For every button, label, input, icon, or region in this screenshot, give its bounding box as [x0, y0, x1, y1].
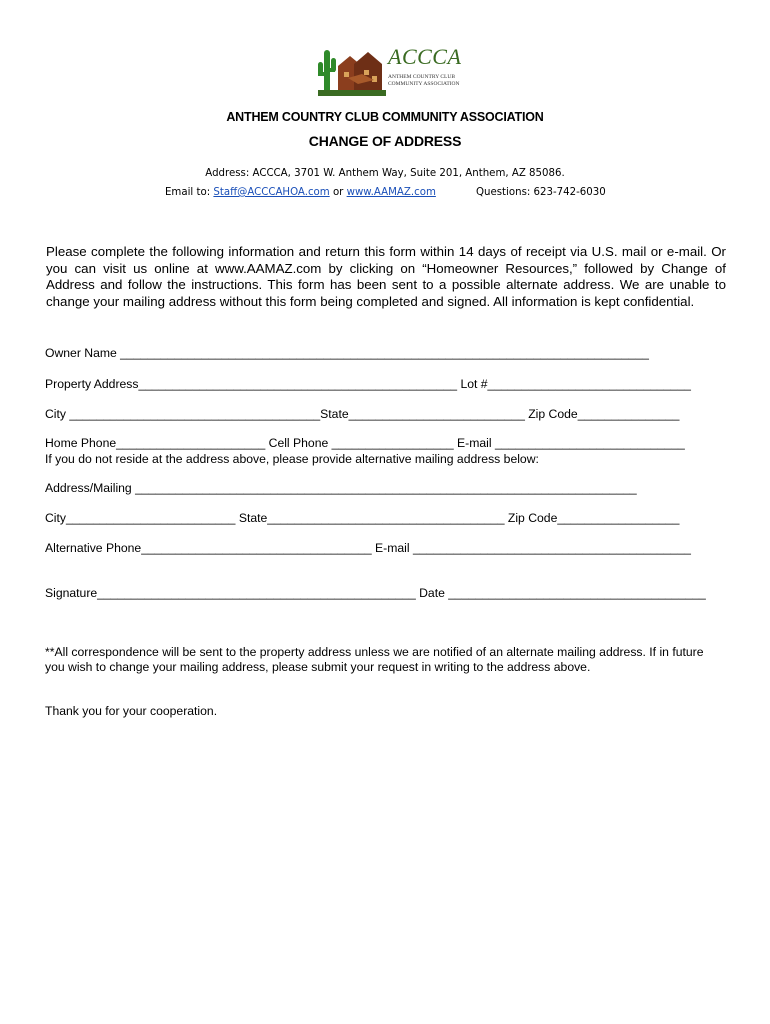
questions-phone: Questions: 623-742-6030	[476, 187, 606, 198]
city-state-zip-field[interactable]: City _____________________________________State__________________________ Zip Code_______________	[45, 407, 680, 421]
logo-subtitle-line-1: ANTHEM COUNTRY CLUB	[388, 74, 456, 80]
mailing-address-field[interactable]: Address/Mailing __________________________________________________________________________	[45, 481, 637, 495]
alternative-phone-email-field[interactable]: Alternative Phone__________________________________ E-mail _________________________________________	[45, 541, 691, 555]
contact-email-line	[165, 187, 436, 198]
alternate-address-instruction: If you do not reside at the address above, please provide alternative mailing address below:	[45, 452, 539, 466]
document-title: CHANGE OF ADDRESS	[308, 133, 462, 149]
logo-subtitle-line-2: COMMUNITY ASSOCIATION	[388, 81, 460, 87]
phone-email-field[interactable]: Home Phone______________________ Cell Phone __________________ E-mail ____________________________	[45, 436, 685, 450]
email-link[interactable]: Staff@ACCCAHOA.com	[213, 187, 330, 198]
association-logo	[318, 44, 474, 102]
email-prefix: Email to:	[165, 187, 214, 198]
mailing-city-state-zip-field[interactable]: City_________________________ State___________________________________ Zip Code__________________	[45, 511, 680, 525]
email-or: or	[329, 187, 347, 198]
property-address-field[interactable]: Property Address_______________________________________________ Lot #______________________________	[45, 377, 691, 391]
organization-name: ANTHEM COUNTRY CLUB COMMUNITY ASSOCIATION	[226, 110, 544, 124]
signature-date-field[interactable]: Signature_______________________________________________ Date ______________________________________	[45, 586, 706, 600]
correspondence-note: **All correspondence will be sent to the property address unless we are notified of an alternate mailing address. If in future you wish to change your mailing address, please submit your request in writing to the address above.	[45, 645, 704, 674]
owner-name-field[interactable]: Owner Name ______________________________________________________________________________	[45, 346, 649, 360]
instructions-paragraph: Please complete the following information and return this form within 14 days of receipt via U.S. mail or e-mail. Or you can visit us online at www.AAMAZ.com by clicking on “Homeowner Resources,” followed by Change of Address and follow the instructions. This form has been sent to a possible alternate address. We are unable to change your mailing address without this form being completed and signed. All information is kept confidential.	[46, 244, 726, 309]
office-address: Address: ACCCA, 3701 W. Anthem Way, Suite 201, Anthem, AZ 85086.	[205, 168, 565, 179]
logo-name: ACCCA	[388, 44, 462, 69]
cactus-houses-icon	[318, 44, 388, 102]
website-link[interactable]: www.AAMAZ.com	[346, 187, 436, 198]
thank-you-text: Thank you for your cooperation.	[45, 704, 218, 718]
